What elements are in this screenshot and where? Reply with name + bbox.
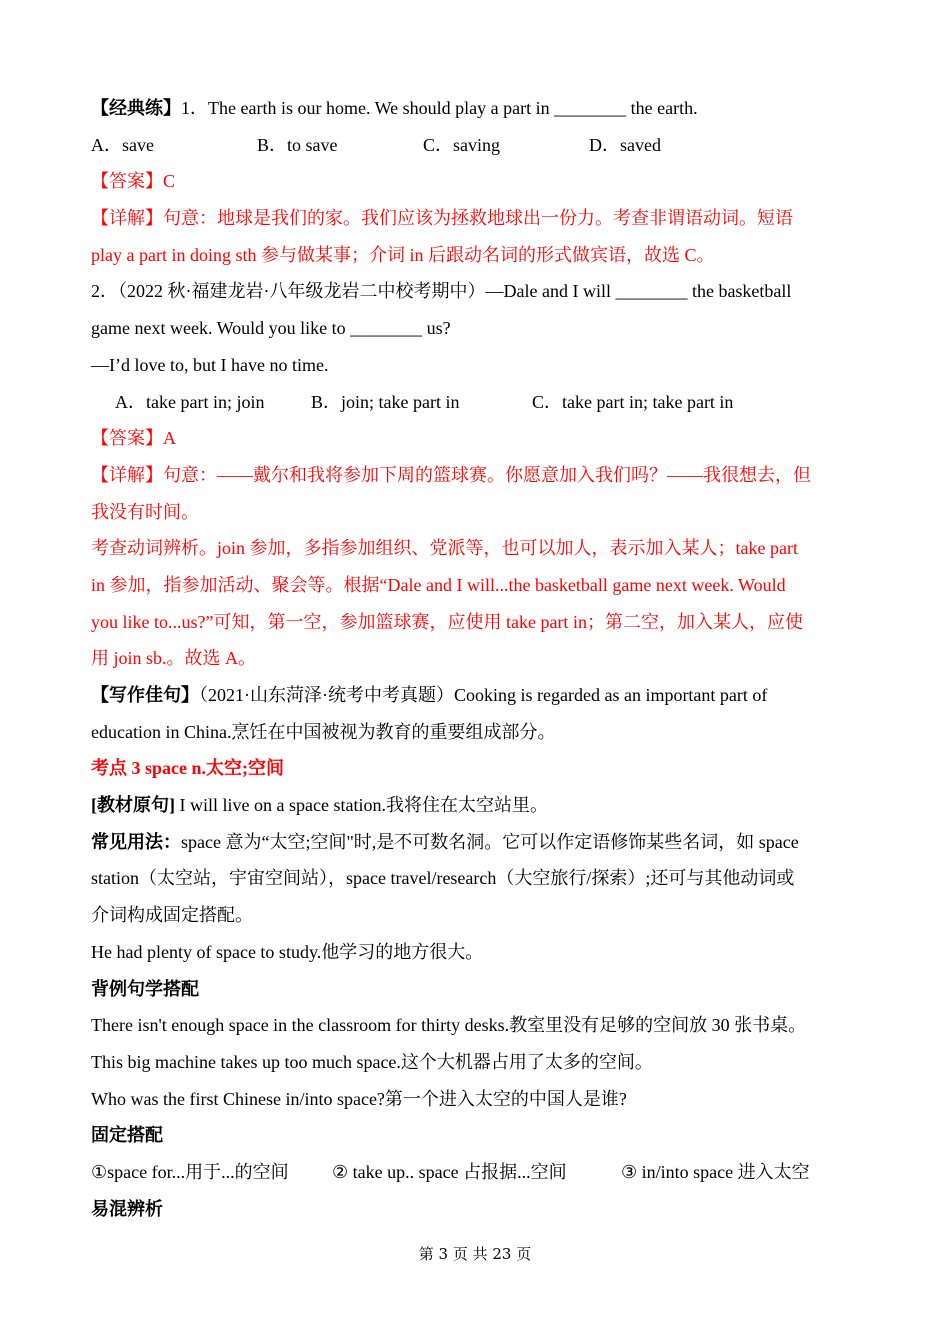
q1-option-d: D．saved [589, 134, 661, 155]
point3-heading: 考点 3 space n.太空;空间 [91, 758, 284, 779]
writing-line [91, 677, 863, 714]
textbook-source-tag: [教材原句] [91, 795, 175, 816]
confusion-heading: 易混辨析 [91, 1198, 163, 1219]
example-sentence: There isn't enough space in the classroom for thirty desks.教室里没有足够的空间放 30 张书桌。 [91, 1015, 807, 1036]
writing-tag: 【写作佳句】 [91, 685, 199, 705]
q2-stem-line: game next week. Would you like to ________ us? [91, 318, 451, 339]
answer-value: A [163, 428, 176, 449]
example-sentence: This big machine takes up too much space.这个大机器占用了太多的空间。 [91, 1051, 653, 1072]
q1-option-c: C．saving [423, 134, 501, 155]
collocation-item: ①space for...用于...的空间 [91, 1161, 289, 1182]
page-footer: 第 3 页 共 23 页 [418, 1245, 532, 1263]
detail-tag: 【详解】 [91, 208, 163, 229]
collocation-heading: 固定搭配 [91, 1125, 163, 1146]
q2-option-a: A．take part in; join [115, 391, 265, 412]
classic-practice-tag: 【经典练】 [91, 98, 181, 118]
collocation-item: ③ in/into space 进入太空 [621, 1161, 810, 1182]
q2-option-b: B．join; take part in [311, 391, 460, 412]
q2-detail-line: in 参加，指参加活动、聚会等。根据“Dale and I will...the basketball game next week. Would [91, 574, 786, 595]
q1-stem: 1．The earth is our home. We should play a part in ________ the earth. [181, 98, 698, 118]
answer-value: C [163, 171, 176, 192]
q2-options [91, 384, 863, 421]
page-content [91, 90, 863, 1227]
usage-tag: 常见用法： [91, 831, 181, 852]
q2-detail-line [91, 457, 863, 494]
q2-stem-line: 2．（2022 秋·福建龙岩·八年级龙岩二中校考期中）—Dale and I will ________ the basketball [91, 281, 792, 302]
answer-tag: 【答案】 [91, 171, 163, 192]
collocation-item: ② take up.. space 占报据...空间 [332, 1161, 567, 1182]
q1-detail-line [91, 200, 863, 237]
q2-detail-line: you like to...us?”可知，第一空，参加篮球赛，应使用 take part in；第二空，加入某人，应使 [91, 611, 803, 632]
writing-text: （2021·山东菏泽·统考中考真题）Cooking is regarded as an important part of [199, 685, 768, 705]
q1-answer [91, 163, 863, 200]
answer-tag: 【答案】 [91, 428, 163, 449]
textbook-source-text: I will live on a space station.我将住在太空站里。 [175, 795, 548, 816]
example-sentence: He had plenty of space to study.他学习的地方很大。 [91, 941, 484, 962]
q1-detail-line: play a part in doing sth 参与做某事；介词 in 后跟动名词的形式做宾语，故选 C。 [91, 244, 715, 265]
detail-tag: 【详解】 [91, 464, 163, 485]
usage-line [91, 824, 863, 861]
q1-stem-line [91, 90, 863, 127]
collocation-list [91, 1154, 863, 1191]
q1-options [91, 127, 863, 164]
textbook-source-line [91, 787, 863, 824]
q2-stem-line: —I’d love to, but I have no time. [91, 354, 329, 375]
usage-text: space 意为“太空;空间"时,是不可数名洞。它可以作定语修饰某些名词，如 space [181, 831, 799, 852]
detail-text: 句意：地球是我们的家。我们应该为拯救地球出一份力。考查非谓语动词。短语 [163, 208, 793, 229]
detail-text: 句意：——戴尔和我将参加下周的篮球赛。你愿意加入我们吗？——我很想去，但 [163, 464, 811, 485]
usage-line: station（太空站，宇宙空间站），space travel/research（大空旅行/探索）;还可与其他动词或 [91, 868, 795, 889]
example-sentence: Who was the first Chinese in/into space?第一个进入太空的中国人是谁? [91, 1088, 627, 1109]
writing-line: education in China.烹饪在中国被视为教育的重要组成部分。 [91, 721, 556, 742]
q2-detail-line: 我没有时间。 [91, 501, 199, 522]
q1-option-b: B．to save [257, 134, 338, 155]
q2-detail-line: 用 join sb.。故选 A。 [91, 648, 257, 669]
q2-detail-line: 考查动词辨析。join 参加，多指参加组织、党派等，也可以加人，表示加入某人；take part [91, 538, 798, 559]
q1-option-a: A．save [91, 134, 154, 155]
q2-option-c: C．take part in; take part in [532, 391, 734, 412]
memorize-heading: 背例句学搭配 [91, 978, 199, 999]
q2-answer [91, 420, 863, 457]
usage-line: 介词构成固定搭配。 [91, 905, 253, 926]
